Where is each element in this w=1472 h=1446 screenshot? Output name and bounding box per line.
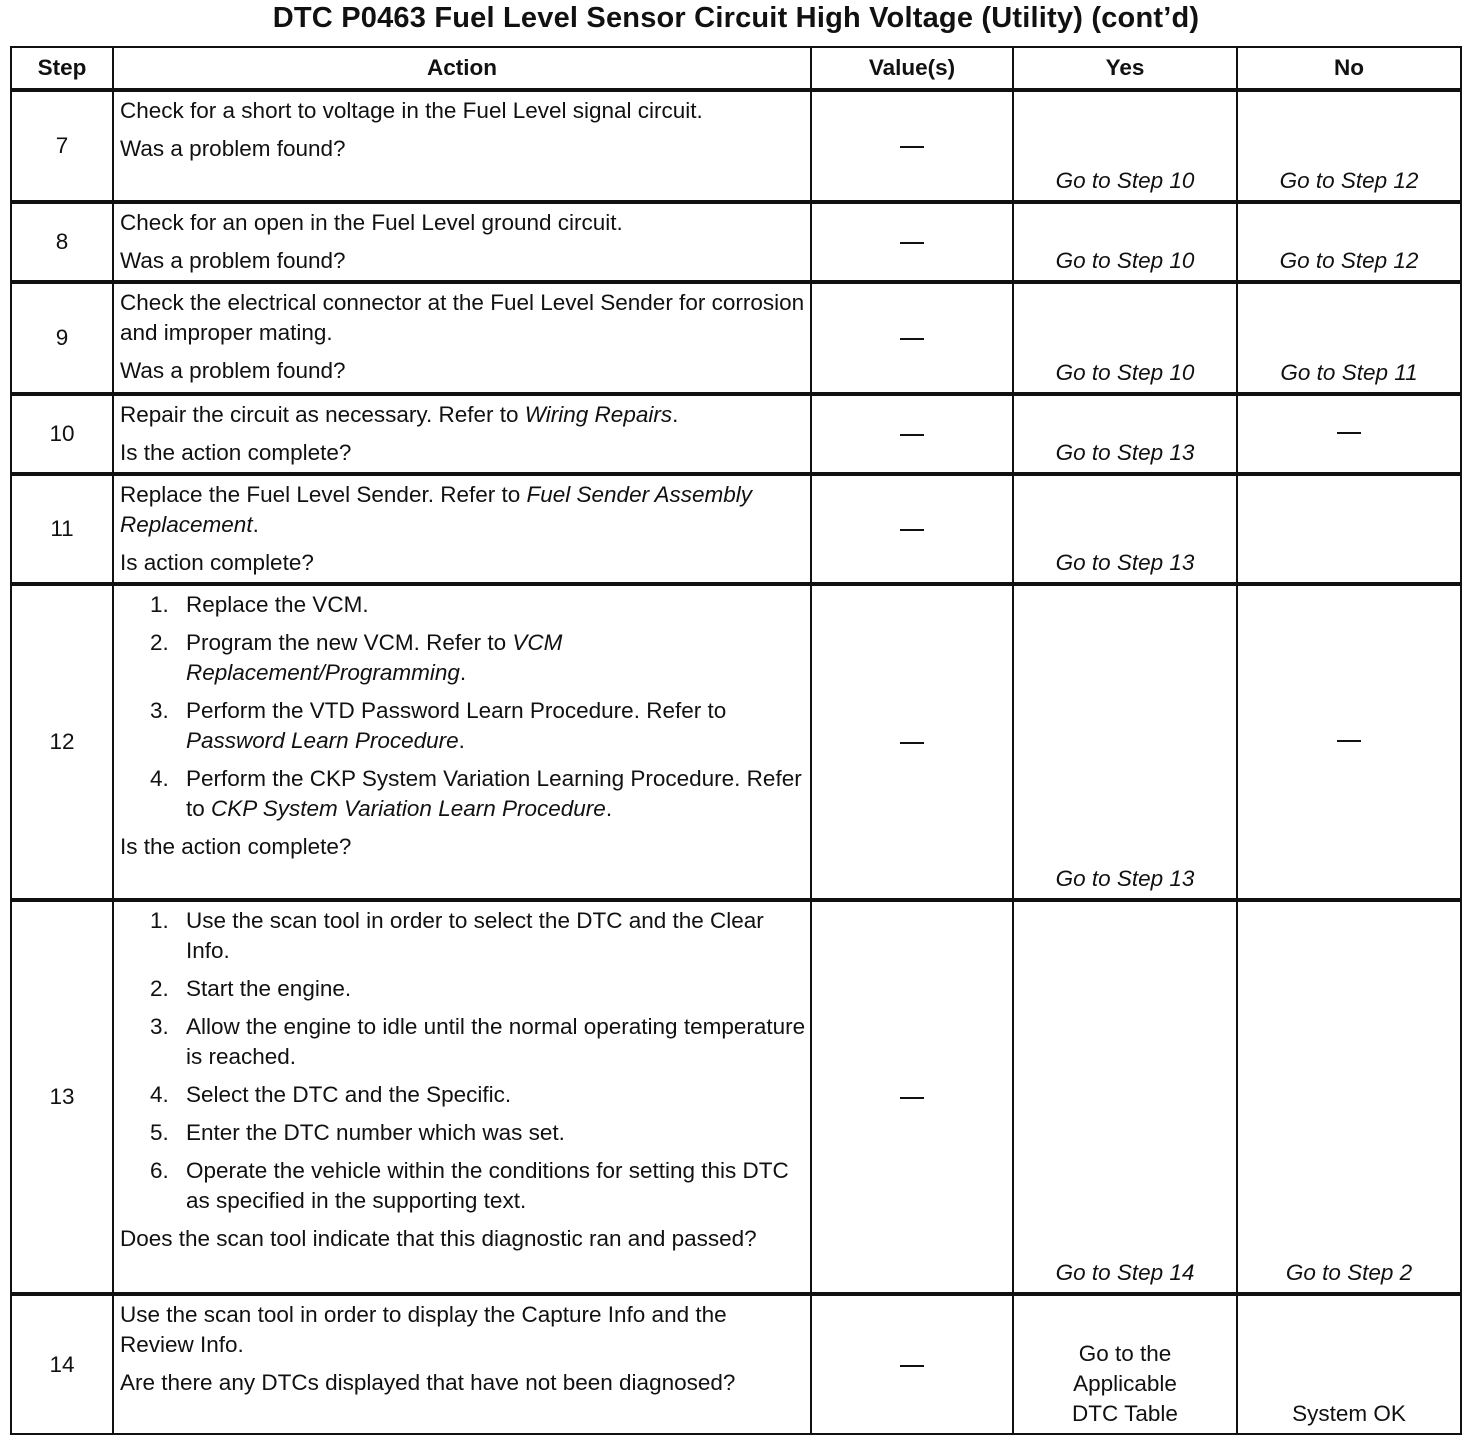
substep-item bbox=[120, 1156, 806, 1216]
header-step: Step bbox=[11, 47, 113, 90]
step-number: 7 bbox=[11, 90, 113, 202]
reference-link: VCM Replacement/Programming bbox=[186, 630, 563, 685]
step-number: 13 bbox=[11, 900, 113, 1294]
no-result bbox=[1237, 584, 1461, 900]
yes-result: Go to Step 13 bbox=[1013, 584, 1237, 900]
step-number: 14 bbox=[11, 1294, 113, 1434]
page-title: DTC P0463 Fuel Level Sensor Circuit High Voltage (Utility) (cont’d) bbox=[272, 2, 1200, 34]
yes-result: Go to Step 13 bbox=[1013, 474, 1237, 584]
action-cell bbox=[113, 584, 811, 900]
substep-list bbox=[120, 906, 806, 1216]
em-dash bbox=[900, 242, 924, 244]
action-text-main: Replace the Fuel Level Sender. Refer to bbox=[120, 482, 527, 507]
substep-text: Perform the CKP System Variation Learning Procedure. Refer to bbox=[186, 766, 802, 821]
no-result: System OK bbox=[1237, 1294, 1461, 1434]
action-question: Was a problem found? bbox=[120, 136, 346, 161]
no-result: Go to Step 11 bbox=[1237, 282, 1461, 394]
action-text bbox=[120, 480, 806, 540]
yes-result: Go to Step 14 bbox=[1013, 900, 1237, 1294]
action-text-tail: . bbox=[672, 402, 679, 427]
em-dash bbox=[900, 1097, 924, 1099]
em-dash bbox=[900, 338, 924, 340]
substep-text: Program the new VCM. Refer to bbox=[186, 630, 513, 655]
action-cell bbox=[113, 474, 811, 584]
yes-result: Go to Step 10 bbox=[1013, 90, 1237, 202]
substep-number: 1. bbox=[150, 908, 169, 933]
table-row bbox=[11, 202, 1461, 282]
reference-link: Password Learn Procedure bbox=[186, 728, 459, 753]
table-header-row bbox=[11, 47, 1461, 90]
substep-item bbox=[120, 906, 806, 966]
substep-text: Select the DTC and the Specific. bbox=[186, 1082, 512, 1107]
em-dash bbox=[900, 742, 924, 744]
em-dash bbox=[1337, 432, 1361, 434]
no-result: Go to Step 12 bbox=[1237, 202, 1461, 282]
substep-number: 6. bbox=[150, 1158, 169, 1183]
value-cell bbox=[811, 202, 1013, 282]
value-cell bbox=[811, 282, 1013, 394]
yes-result: Go to Step 10 bbox=[1013, 282, 1237, 394]
header-action: Action bbox=[113, 47, 811, 90]
step-number: 12 bbox=[11, 584, 113, 900]
action-question: Is the action complete? bbox=[120, 834, 352, 859]
table-row bbox=[11, 900, 1461, 1294]
em-dash bbox=[1337, 740, 1361, 742]
no-result bbox=[1237, 394, 1461, 474]
em-dash bbox=[900, 146, 924, 148]
step-number: 9 bbox=[11, 282, 113, 394]
no-result bbox=[1237, 474, 1461, 584]
action-cell bbox=[113, 900, 811, 1294]
substep-text: Operate the vehicle within the conditions for setting this DTC as specified in the supporting text. bbox=[186, 1158, 789, 1213]
action-question: Is action complete? bbox=[120, 550, 314, 575]
action-text: Check for an open in the Fuel Level ground circuit. bbox=[120, 210, 623, 235]
action-text: Use the scan tool in order to display the Capture Info and the Review Info. bbox=[120, 1302, 727, 1357]
value-cell bbox=[811, 584, 1013, 900]
step-number: 10 bbox=[11, 394, 113, 474]
substep-number: 1. bbox=[150, 592, 169, 617]
reference-link: CKP System Variation Learn Procedure bbox=[211, 796, 606, 821]
substep-item bbox=[120, 628, 806, 688]
action-question: Is the action complete? bbox=[120, 440, 352, 465]
action-question: Was a problem found? bbox=[120, 358, 346, 383]
substep-number: 3. bbox=[150, 698, 169, 723]
substep-item bbox=[120, 1080, 806, 1110]
table-row bbox=[11, 394, 1461, 474]
substep-item bbox=[120, 1012, 806, 1072]
substep-number: 3. bbox=[150, 1014, 169, 1039]
substep-tail: . bbox=[605, 796, 613, 821]
reference-link: Fuel Sender Assembly Replacement bbox=[120, 482, 753, 537]
substep-number: 5. bbox=[150, 1120, 169, 1145]
substep-text: Start the engine. bbox=[186, 976, 352, 1001]
action-cell bbox=[113, 394, 811, 474]
substep-tail: . bbox=[459, 660, 467, 685]
substep-item bbox=[120, 590, 806, 620]
substep-item bbox=[120, 764, 806, 824]
em-dash bbox=[900, 1365, 924, 1367]
yes-result: Go to Step 13 bbox=[1013, 394, 1237, 474]
substep-number: 4. bbox=[150, 1082, 169, 1107]
table-row bbox=[11, 282, 1461, 394]
value-cell bbox=[811, 90, 1013, 202]
action-text bbox=[120, 400, 806, 430]
header-values: Value(s) bbox=[811, 47, 1013, 90]
substep-item bbox=[120, 1118, 806, 1148]
substep-text: Allow the engine to idle until the normal operating temperature is reached. bbox=[186, 1014, 806, 1069]
substep-text: Enter the DTC number which was set. bbox=[186, 1120, 565, 1145]
step-number: 8 bbox=[11, 202, 113, 282]
value-cell bbox=[811, 474, 1013, 584]
substep-number: 2. bbox=[150, 976, 169, 1001]
action-question: Are there any DTCs displayed that have not been diagnosed? bbox=[120, 1370, 736, 1395]
yes-result: Go to the Applicable DTC Table bbox=[1013, 1294, 1237, 1434]
diagnostic-table bbox=[10, 46, 1462, 1435]
em-dash bbox=[900, 529, 924, 531]
action-cell bbox=[113, 90, 811, 202]
substep-text: Replace the VCM. bbox=[186, 592, 369, 617]
action-cell bbox=[113, 1294, 811, 1434]
em-dash bbox=[900, 434, 924, 436]
substep-number: 4. bbox=[150, 766, 169, 791]
action-cell bbox=[113, 202, 811, 282]
no-result: Go to Step 2 bbox=[1237, 900, 1461, 1294]
action-question: Was a problem found? bbox=[120, 248, 346, 273]
step-number: 11 bbox=[11, 474, 113, 584]
reference-link: Wiring Repairs bbox=[524, 402, 673, 427]
value-cell bbox=[811, 394, 1013, 474]
table-row bbox=[11, 90, 1461, 202]
header-no: No bbox=[1237, 47, 1461, 90]
value-cell bbox=[811, 900, 1013, 1294]
substep-item bbox=[120, 696, 806, 756]
value-cell bbox=[811, 1294, 1013, 1434]
yes-result: Go to Step 10 bbox=[1013, 202, 1237, 282]
substep-text: Use the scan tool in order to select the DTC and the Clear Info. bbox=[186, 908, 764, 963]
substep-list bbox=[120, 590, 806, 824]
action-text-main: Repair the circuit as necessary. Refer to bbox=[120, 402, 525, 427]
table-row bbox=[11, 584, 1461, 900]
table-row bbox=[11, 1294, 1461, 1434]
table-row bbox=[11, 474, 1461, 584]
action-cell bbox=[113, 282, 811, 394]
action-text-tail: . bbox=[252, 512, 259, 537]
substep-tail: . bbox=[458, 728, 465, 753]
action-text: Check the electrical connector at the Fuel Level Sender for corrosion and improper mating. bbox=[120, 290, 805, 345]
action-question: Does the scan tool indicate that this diagnostic ran and passed? bbox=[120, 1226, 757, 1251]
substep-number: 2. bbox=[150, 630, 169, 655]
substep-text: Perform the VTD Password Learn Procedure. Refer to bbox=[186, 698, 727, 723]
substep-item bbox=[120, 974, 806, 1004]
header-yes: Yes bbox=[1013, 47, 1237, 90]
action-text: Check for a short to voltage in the Fuel Level signal circuit. bbox=[120, 98, 703, 123]
no-result: Go to Step 12 bbox=[1237, 90, 1461, 202]
